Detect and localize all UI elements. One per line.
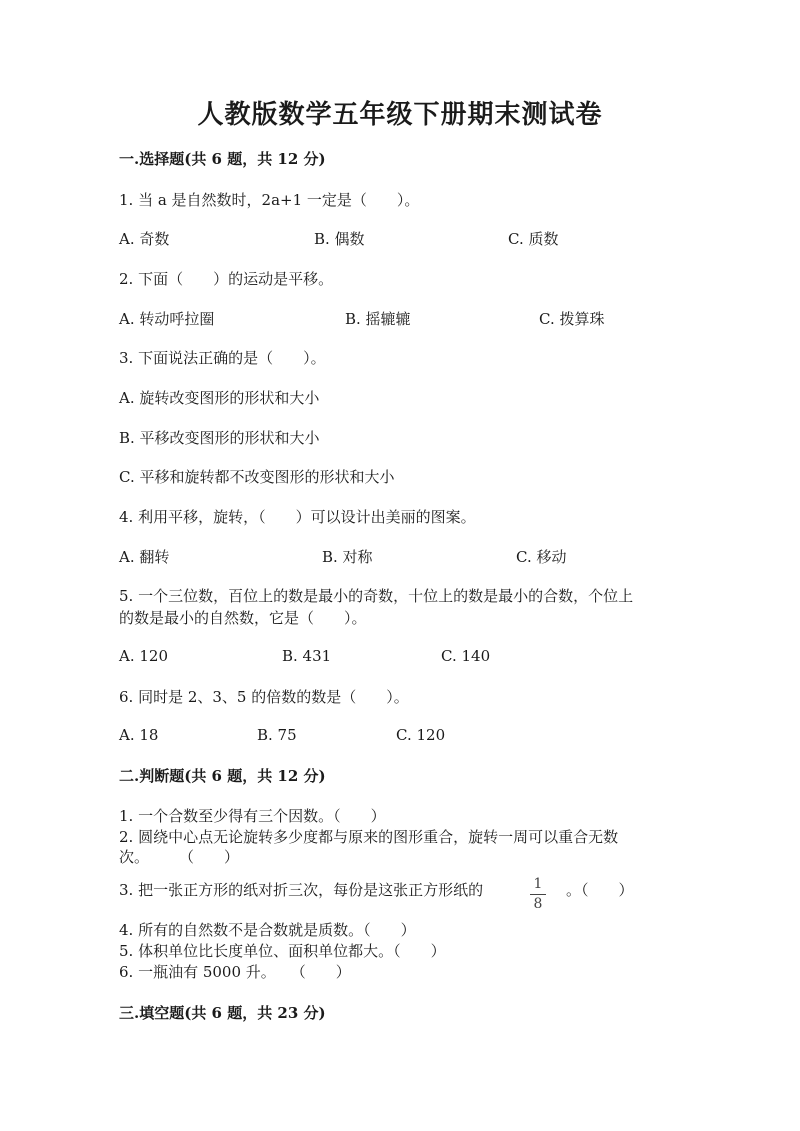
- choice-q1-option-b: B. 偶数: [314, 230, 365, 248]
- choice-q3-option-b: B. 平移改变图形的形状和大小: [119, 429, 320, 447]
- judge-q4: 4. 所有的自然数不是合数就是质数。（ ）: [119, 921, 416, 939]
- choice-q5-stem-line1: 5. 一个三位数，百位上的数是最小的奇数，十位上的数是最小的合数，个位上: [119, 587, 634, 605]
- fraction-denominator: 8: [533, 896, 543, 912]
- fraction-numerator: 1: [533, 876, 543, 892]
- section-heading-judge: 二.判断题(共 6 题，共 12 分): [119, 767, 326, 785]
- choice-q3-option-a: A. 旋转改变图形的形状和大小: [119, 389, 320, 407]
- choice-q4-stem: 4. 利用平移，旋转，（ ）可以设计出美丽的图案。: [119, 508, 476, 526]
- choice-q2-option-c: C. 拨算珠: [539, 310, 605, 328]
- judge-q5: 5. 体积单位比长度单位、面积单位都大。（ ）: [119, 942, 446, 960]
- judge-q3-answer-blank: 。（ ）: [566, 881, 634, 899]
- choice-q2-option-a: A. 转动呼拉圈: [119, 310, 215, 328]
- judge-q3-text: 3. 把一张正方形的纸对折三次，每份是这张正方形纸的: [119, 881, 484, 899]
- section-heading-fill: 三.填空题(共 6 题，共 23 分): [119, 1004, 326, 1022]
- choice-q6-options: [119, 726, 689, 746]
- choice-q2-stem: 2. 下面（ ）的运动是平移。: [119, 270, 334, 288]
- choice-q5-option-a: A. 120: [119, 647, 168, 665]
- choice-q3-option-c: C. 平移和旋转都不改变图形的形状和大小: [119, 468, 395, 486]
- page-title: 人教版数学五年级下册期末测试卷: [197, 100, 603, 130]
- fraction-one-eighth: [528, 876, 548, 913]
- judge-q6: 6. 一瓶油有 5000 升。 （ ）: [119, 963, 351, 981]
- choice-q2-options: [119, 308, 689, 328]
- choice-q2-option-b: B. 摇辘辘: [345, 310, 411, 328]
- choice-q5-stem-line2: 的数是最小的自然数，它是（ ）。: [119, 609, 367, 627]
- judge-q2-line2: 次。 （ ）: [119, 848, 240, 866]
- choice-q1-stem: 1. 当 a 是自然数时，2a+1 一定是（ ）。: [119, 191, 420, 209]
- judge-q2-line1: 2. 圆绕中心点无论旋转多少度都与原来的图形重合，旋转一周可以重合无数: [119, 828, 619, 846]
- choice-q6-option-b: B. 75: [257, 726, 297, 744]
- choice-q6-option-c: C. 120: [396, 726, 446, 744]
- choice-q5-option-b: B. 431: [282, 647, 332, 665]
- choice-q3-stem: 3. 下面说法正确的是（ ）。: [119, 349, 326, 367]
- choice-q5-options: [119, 647, 689, 667]
- choice-q4-options: [119, 546, 689, 566]
- choice-q1-option-c: C. 质数: [508, 230, 559, 248]
- choice-q1-options: [119, 228, 689, 248]
- choice-q6-option-a: A. 18: [119, 726, 159, 744]
- fraction-bar: [530, 894, 546, 895]
- choice-q6-stem: 6. 同时是 2、3、5 的倍数的数是（ ）。: [119, 688, 409, 706]
- section-heading-choice: 一.选择题(共 6 题，共 12 分): [119, 150, 326, 168]
- choice-q1-option-a: A. 奇数: [119, 230, 170, 248]
- choice-q4-option-c: C. 移动: [516, 548, 567, 566]
- choice-q5-option-c: C. 140: [441, 647, 491, 665]
- choice-q4-option-a: A. 翻转: [119, 548, 170, 566]
- judge-q1: 1. 一个合数至少得有三个因数。（ ）: [119, 807, 386, 825]
- choice-q4-option-b: B. 对称: [322, 548, 373, 566]
